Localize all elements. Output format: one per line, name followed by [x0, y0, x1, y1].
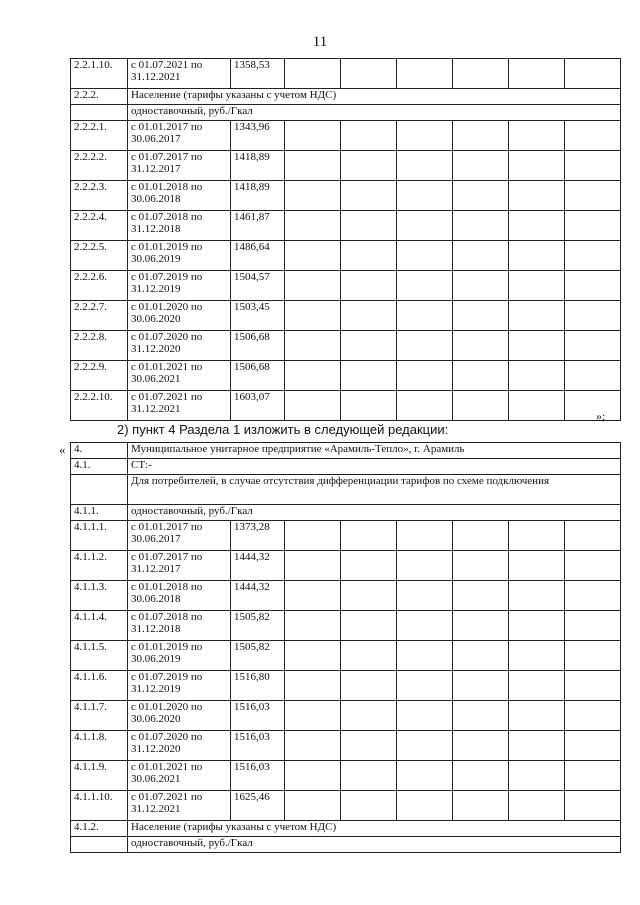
- row-code: 4.1.1.2.: [71, 551, 128, 581]
- row-value: 1603,07: [231, 391, 285, 421]
- empty-cell: [565, 761, 621, 791]
- row-value: 1418,89: [231, 181, 285, 211]
- group-row: [71, 89, 621, 105]
- tariff-type-label-2: одноставочный, руб./Гкал: [128, 837, 621, 853]
- tariff-type-row: [71, 105, 621, 121]
- row-code: 2.2.2.9.: [71, 361, 128, 391]
- empty-cell: [509, 121, 565, 151]
- table-row: [71, 331, 621, 361]
- empty-cell: [509, 361, 565, 391]
- empty-cell: [453, 271, 509, 301]
- row-period: с 01.01.2021 по 30.06.2021: [128, 361, 231, 391]
- empty-cell: [509, 271, 565, 301]
- row-code: 2.2.2.7.: [71, 301, 128, 331]
- empty-cell: [565, 521, 621, 551]
- row-code: 2.2.2.10.: [71, 391, 128, 421]
- empty-cell: [565, 151, 621, 181]
- empty-cell: [285, 301, 341, 331]
- empty-cell: [341, 671, 397, 701]
- page-number: 11: [312, 34, 328, 50]
- empty-cell: [565, 301, 621, 331]
- empty-cell: [285, 391, 341, 421]
- tariff-type-row-2: [71, 837, 621, 853]
- empty-cell: [565, 551, 621, 581]
- empty-cell: [397, 301, 453, 331]
- table-row: [71, 271, 621, 301]
- row-code: 2.2.2.2.: [71, 151, 128, 181]
- consumers-label: Для потребителей, в случае отсутствия дифференциации тарифов по схеме подключения: [128, 475, 621, 505]
- row-period: с 01.07.2021 по 31.12.2021: [128, 59, 231, 89]
- row-value: 1516,03: [231, 731, 285, 761]
- org-label: Муниципальное унитарное предприятие «Арамиль-Тепло», г. Арамиль: [128, 443, 621, 459]
- tariff-table-2: [70, 442, 621, 853]
- row-period: с 01.01.2021 по 30.06.2021: [128, 761, 231, 791]
- row-code: 4.1.1.4.: [71, 611, 128, 641]
- row-code: 2.2.2.8.: [71, 331, 128, 361]
- row-code: 4.1.1.8.: [71, 731, 128, 761]
- row-value: 1516,03: [231, 761, 285, 791]
- empty-cell: [341, 271, 397, 301]
- empty-cell: [509, 611, 565, 641]
- empty-cell: [565, 271, 621, 301]
- empty-cell: [397, 761, 453, 791]
- empty-cell: [397, 611, 453, 641]
- row-period: с 01.07.2018 по 31.12.2018: [128, 611, 231, 641]
- empty-cell: [285, 671, 341, 701]
- row-value: 1504,57: [231, 271, 285, 301]
- empty-cell: [453, 551, 509, 581]
- row-code: 4.1.1.5.: [71, 641, 128, 671]
- empty-cell: [509, 581, 565, 611]
- empty-cell: [285, 271, 341, 301]
- empty-cell: [341, 391, 397, 421]
- empty-cell: [341, 701, 397, 731]
- empty-cell: [285, 361, 341, 391]
- row-code: 4.1.1.10.: [71, 791, 128, 821]
- empty-cell: [397, 121, 453, 151]
- empty-cell: [397, 241, 453, 271]
- empty-cell: [341, 551, 397, 581]
- empty-cell: [397, 641, 453, 671]
- empty-cell: [565, 181, 621, 211]
- empty-cell: [565, 331, 621, 361]
- row-value: 1373,28: [231, 521, 285, 551]
- row-code: 2.2.2.4.: [71, 211, 128, 241]
- empty-cell: [453, 211, 509, 241]
- empty-cell: [285, 761, 341, 791]
- table-row: [71, 361, 621, 391]
- tariff-type-code: 4.1.1.: [71, 505, 128, 521]
- empty-cell: [565, 641, 621, 671]
- empty-cell: [285, 151, 341, 181]
- row-value: 1505,82: [231, 611, 285, 641]
- table-row: [71, 671, 621, 701]
- org-row: [71, 443, 621, 459]
- empty-cell: [341, 791, 397, 821]
- empty-cell: [341, 611, 397, 641]
- empty-cell: [285, 331, 341, 361]
- empty-cell: [285, 641, 341, 671]
- empty-cell: [397, 731, 453, 761]
- row-code: 4.1.1.6.: [71, 671, 128, 701]
- empty-cell: [453, 391, 509, 421]
- empty-cell: [453, 331, 509, 361]
- empty-cell: [285, 551, 341, 581]
- empty-cell: [453, 671, 509, 701]
- empty-cell: [509, 671, 565, 701]
- empty-cell: [341, 641, 397, 671]
- row-period: с 01.07.2020 по 31.12.2020: [128, 731, 231, 761]
- empty-cell: [341, 181, 397, 211]
- empty-cell: [565, 211, 621, 241]
- row-value: 1516,80: [231, 671, 285, 701]
- empty-cell: [509, 551, 565, 581]
- table-row: [71, 731, 621, 761]
- empty-cell: [453, 361, 509, 391]
- empty-cell: [565, 361, 621, 391]
- empty-cell: [565, 391, 621, 421]
- consumers-row: [71, 475, 621, 505]
- empty-cell: [509, 391, 565, 421]
- empty-cell: [509, 731, 565, 761]
- empty-cell: [341, 521, 397, 551]
- tariff-table-1: [70, 58, 621, 421]
- row-period: с 01.07.2019 по 31.12.2019: [128, 671, 231, 701]
- opening-quote: «: [59, 442, 66, 457]
- table-row: [71, 181, 621, 211]
- table-row: [71, 791, 621, 821]
- org-code: 4.: [71, 443, 128, 459]
- group-code: 2.2.2.: [71, 89, 128, 105]
- row-value: 1418,89: [231, 151, 285, 181]
- empty-cell: [341, 151, 397, 181]
- tariff-type-label: одноставочный, руб./Гкал: [128, 505, 621, 521]
- empty-cell: [565, 611, 621, 641]
- empty-cell: [397, 391, 453, 421]
- row-value: 1505,82: [231, 641, 285, 671]
- empty-cell: [285, 521, 341, 551]
- row-value: 1516,03: [231, 701, 285, 731]
- empty-cell: [341, 581, 397, 611]
- row-code: 4.1.1.9.: [71, 761, 128, 791]
- empty-cell: [565, 241, 621, 271]
- empty-cell: [565, 731, 621, 761]
- table-row: [71, 641, 621, 671]
- empty-cell: [453, 151, 509, 181]
- row-code: 2.2.2.1.: [71, 121, 128, 151]
- empty-cell: [509, 701, 565, 731]
- empty-cell: [509, 241, 565, 271]
- empty-cell: [341, 761, 397, 791]
- empty-cell: [509, 641, 565, 671]
- empty-cell: [509, 521, 565, 551]
- empty-cell: [341, 731, 397, 761]
- table-row: [71, 391, 621, 421]
- row-period: с 01.07.2017 по 31.12.2017: [128, 551, 231, 581]
- empty-cell: [565, 121, 621, 151]
- empty-cell: [285, 611, 341, 641]
- empty-cell: [397, 791, 453, 821]
- table-row: [71, 301, 621, 331]
- row-value: 1444,32: [231, 581, 285, 611]
- empty-cell: [453, 791, 509, 821]
- empty-cell: [453, 301, 509, 331]
- empty-cell: [453, 581, 509, 611]
- row-period: с 01.01.2019 по 30.06.2019: [128, 241, 231, 271]
- table-row: [71, 241, 621, 271]
- empty-cell: [565, 581, 621, 611]
- empty-cell: [285, 241, 341, 271]
- empty-cell: [341, 301, 397, 331]
- row-value: 1444,32: [231, 551, 285, 581]
- table-row: [71, 59, 621, 89]
- empty-cell: [397, 181, 453, 211]
- empty-cell: [509, 761, 565, 791]
- group-label: Население (тарифы указаны с учетом НДС): [128, 89, 621, 105]
- row-period: с 01.07.2019 по 31.12.2019: [128, 271, 231, 301]
- empty-cell: [453, 521, 509, 551]
- row-code: 4.1.1.7.: [71, 701, 128, 731]
- empty-cell: [509, 331, 565, 361]
- row-period: с 01.01.2020 по 30.06.2020: [128, 301, 231, 331]
- empty-cell: [453, 241, 509, 271]
- empty-cell: [285, 701, 341, 731]
- row-code: 4.1.1.1.: [71, 521, 128, 551]
- empty-cell: [565, 791, 621, 821]
- row-code: 2.2.2.3.: [71, 181, 128, 211]
- row-period: с 01.01.2020 по 30.06.2020: [128, 701, 231, 731]
- row-period: с 01.07.2021 по 31.12.2021: [128, 791, 231, 821]
- group-label: Население (тарифы указаны с учетом НДС): [128, 821, 621, 837]
- empty-cell: [565, 701, 621, 731]
- empty-cell: [509, 211, 565, 241]
- empty-cell: [397, 521, 453, 551]
- empty-cell: [397, 671, 453, 701]
- table-row: [71, 551, 621, 581]
- empty-cell: [509, 301, 565, 331]
- row-code: 2.2.1.10.: [71, 59, 128, 89]
- empty-cell: [509, 791, 565, 821]
- empty-cell: [341, 121, 397, 151]
- empty-cell: [341, 211, 397, 241]
- empty-cell: [397, 581, 453, 611]
- table-row: [71, 521, 621, 551]
- tariff-type-label: одноставочный, руб./Гкал: [128, 105, 621, 121]
- row-period: с 01.07.2021 по 31.12.2021: [128, 391, 231, 421]
- row-value: 1625,46: [231, 791, 285, 821]
- table-row: [71, 761, 621, 791]
- row-code: 4.1.1.3.: [71, 581, 128, 611]
- ct-row: [71, 459, 621, 475]
- tariff-type-row: [71, 505, 621, 521]
- row-code: 2.2.2.6.: [71, 271, 128, 301]
- row-period: с 01.07.2017 по 31.12.2017: [128, 151, 231, 181]
- empty-cell: [397, 551, 453, 581]
- table-row: [71, 151, 621, 181]
- empty-cell: [341, 241, 397, 271]
- row-value: 1461,87: [231, 211, 285, 241]
- group-code: 4.1.2.: [71, 821, 128, 837]
- empty-cell: [453, 731, 509, 761]
- empty-cell: [397, 701, 453, 731]
- empty-cell: [285, 211, 341, 241]
- row-period: с 01.01.2017 по 30.06.2017: [128, 521, 231, 551]
- row-value: 1503,45: [231, 301, 285, 331]
- empty-cell: [341, 361, 397, 391]
- row-code: 2.2.2.5.: [71, 241, 128, 271]
- row-value: 1506,68: [231, 361, 285, 391]
- table-row: [71, 581, 621, 611]
- empty-cell: [565, 671, 621, 701]
- row-period: с 01.01.2017 по 30.06.2017: [128, 121, 231, 151]
- empty-cell: [453, 761, 509, 791]
- row-period: с 01.01.2019 по 30.06.2019: [128, 641, 231, 671]
- instruction-text: 2) пункт 4 Раздела 1 изложить в следующей редакции:: [117, 422, 449, 437]
- row-value: 1358,53: [231, 59, 285, 89]
- ct-label: СТ:-: [128, 459, 621, 475]
- empty-cell: [397, 211, 453, 241]
- empty-cell: [285, 181, 341, 211]
- empty-cell: [397, 151, 453, 181]
- row-period: с 01.07.2020 по 31.12.2020: [128, 331, 231, 361]
- empty-cell: [285, 121, 341, 151]
- row-period: с 01.01.2018 по 30.06.2018: [128, 581, 231, 611]
- empty-cell: [285, 731, 341, 761]
- row-value: 1506,68: [231, 331, 285, 361]
- row-value: 1343,96: [231, 121, 285, 151]
- empty-cell: [509, 151, 565, 181]
- empty-cell: [397, 331, 453, 361]
- closing-quote: »;: [596, 409, 606, 423]
- group-row: [71, 821, 621, 837]
- empty-cell: [341, 331, 397, 361]
- empty-cell: [453, 181, 509, 211]
- table-row: [71, 121, 621, 151]
- table-row: [71, 701, 621, 731]
- table-row: [71, 611, 621, 641]
- empty-cell: [285, 581, 341, 611]
- empty-cell: [397, 361, 453, 391]
- empty-cell: [453, 641, 509, 671]
- empty-cell: [397, 271, 453, 301]
- empty-cell: [509, 181, 565, 211]
- empty-cell: [285, 791, 341, 821]
- ct-code: 4.1.: [71, 459, 128, 475]
- row-period: с 01.01.2018 по 30.06.2018: [128, 181, 231, 211]
- empty-cell: [453, 611, 509, 641]
- row-value: 1486,64: [231, 241, 285, 271]
- row-period: с 01.07.2018 по 31.12.2018: [128, 211, 231, 241]
- table-row: [71, 211, 621, 241]
- empty-cell: [453, 121, 509, 151]
- empty-cell: [453, 701, 509, 731]
